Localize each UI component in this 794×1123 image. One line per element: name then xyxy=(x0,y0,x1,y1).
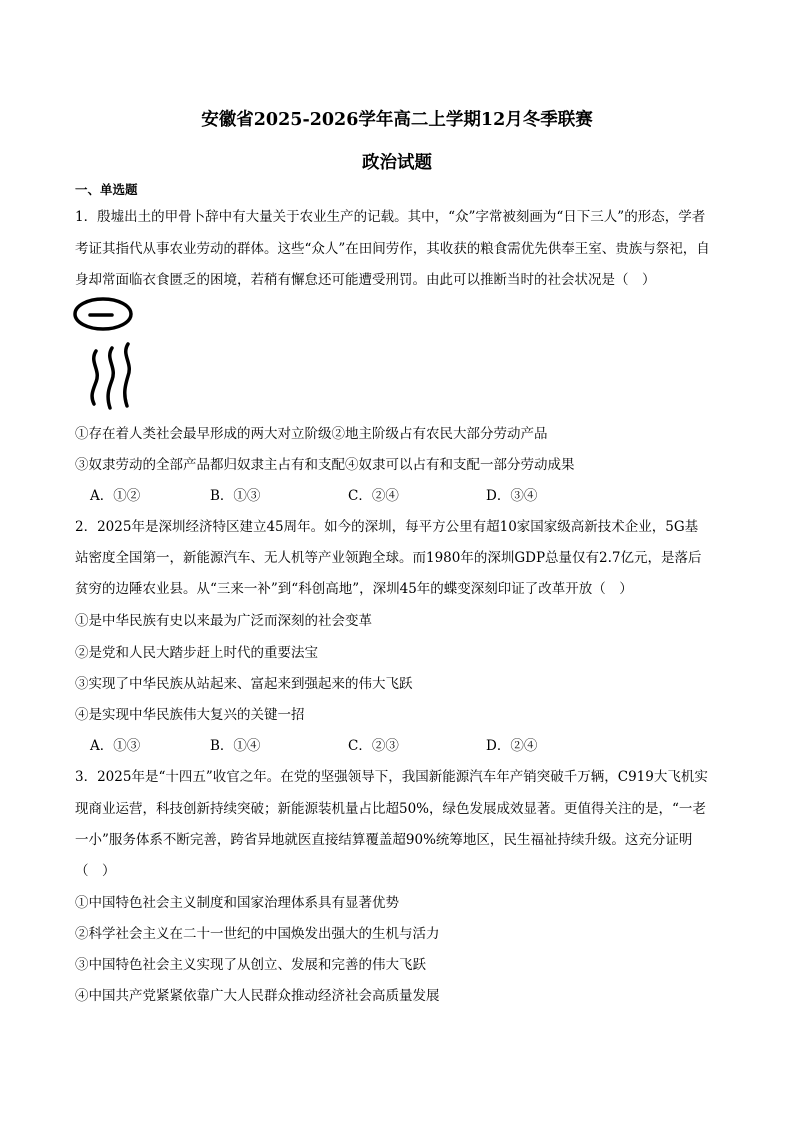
q2-stem-line: 站密度全国第一，新能源汽车、无人机等产业领跑全球。而1980年的深圳GDP总量仅有2.7亿元，是落后 xyxy=(75,550,702,566)
q1-statement: ①存在着人类社会最早形成的两大对立阶级②地主阶级占有农民大部分劳动产品 xyxy=(75,426,548,442)
option-b[interactable]: B．①③ xyxy=(210,488,261,504)
q3-statement: ①中国特色社会主义制度和国家治理体系具有显著优势 xyxy=(75,895,399,911)
q3-stem-line: （ ） xyxy=(75,863,116,879)
q2-stem-line: 贫穷的边陲农业县。从“三来一补”到“科创高地”，深圳45年的蝶变深刻印证了改革开放（ ） xyxy=(75,581,633,597)
q3-stem-line: 一小”服务体系不断完善，跨省异地就医直接结算覆盖超90%统筹地区，民生福祉持续升级。这充分证明 xyxy=(75,832,693,848)
exam-title: 安徽省2025-2026学年高二上学期12月冬季联赛 xyxy=(201,110,593,130)
q2-stem-line: 2．2025年是深圳经济特区建立45周年。如今的深圳，每平方公里有超10家国家级高新技术企业，5G基 xyxy=(75,519,699,535)
q3-stem-line: 3．2025年是“十四五”收官之年。在党的坚强领导下，我国新能源汽车年产销突破千万辆，C919大飞机实 xyxy=(75,769,708,785)
q1-options xyxy=(90,487,690,505)
q1-statement: ③奴隶劳动的全部产品都归奴隶主占有和支配④奴隶可以占有和支配一部分劳动成果 xyxy=(75,457,575,473)
section-heading: 一、单选题 xyxy=(75,182,138,197)
q1-stem-line: 1．殷墟出土的甲骨卜辞中有大量关于农业生产的记载。其中，“众”字常被刻画为“日下三人”的形态，学者 xyxy=(75,209,706,225)
option-d[interactable]: D．③④ xyxy=(486,488,538,504)
option-c[interactable]: C．②④ xyxy=(348,488,399,504)
q3-statement: ②科学社会主义在二十一世纪的中国焕发出强大的生机与活力 xyxy=(75,926,440,942)
option-c[interactable]: C．②③ xyxy=(348,738,399,754)
q1-stem-line: 身却常面临衣食匮乏的困境，若稍有懈怠还可能遭受刑罚。由此可以推断当时的社会状况是（ ） xyxy=(75,272,656,288)
q2-options xyxy=(90,737,690,755)
q3-statement: ④中国共产党紧紧依靠广大人民群众推动经济社会高质量发展 xyxy=(75,988,440,1004)
q2-statement: ①是中华民族有史以来最为广泛而深刻的社会变革 xyxy=(75,613,372,629)
option-d[interactable]: D．②④ xyxy=(486,738,538,754)
oracle-bone-zhong-glyph-icon xyxy=(72,296,144,418)
q3-statement: ③中国特色社会主义实现了从创立、发展和完善的伟大飞跃 xyxy=(75,957,426,973)
q2-statement: ④是实现中华民族伟大复兴的关键一招 xyxy=(75,707,305,723)
q2-statement: ③实现了中华民族从站起来、富起来到强起来的伟大飞跃 xyxy=(75,676,413,692)
option-a[interactable]: A．①② xyxy=(90,488,141,504)
option-a[interactable]: A．①③ xyxy=(90,738,141,754)
exam-subject: 政治试题 xyxy=(362,153,432,173)
q3-stem-line: 现商业运营，科技创新持续突破；新能源装机量占比超50%，绿色发展成效显著。更值得关注的是，“一老 xyxy=(75,801,706,817)
option-b[interactable]: B．①④ xyxy=(210,738,261,754)
q2-statement: ②是党和人民大踏步赶上时代的重要法宝 xyxy=(75,645,318,661)
q1-stem-line: 考证其指代从事农业劳动的群体。这些“众人”在田间劳作，其收获的粮食需优先供奉王室、贵族与祭祀，自 xyxy=(75,241,710,257)
